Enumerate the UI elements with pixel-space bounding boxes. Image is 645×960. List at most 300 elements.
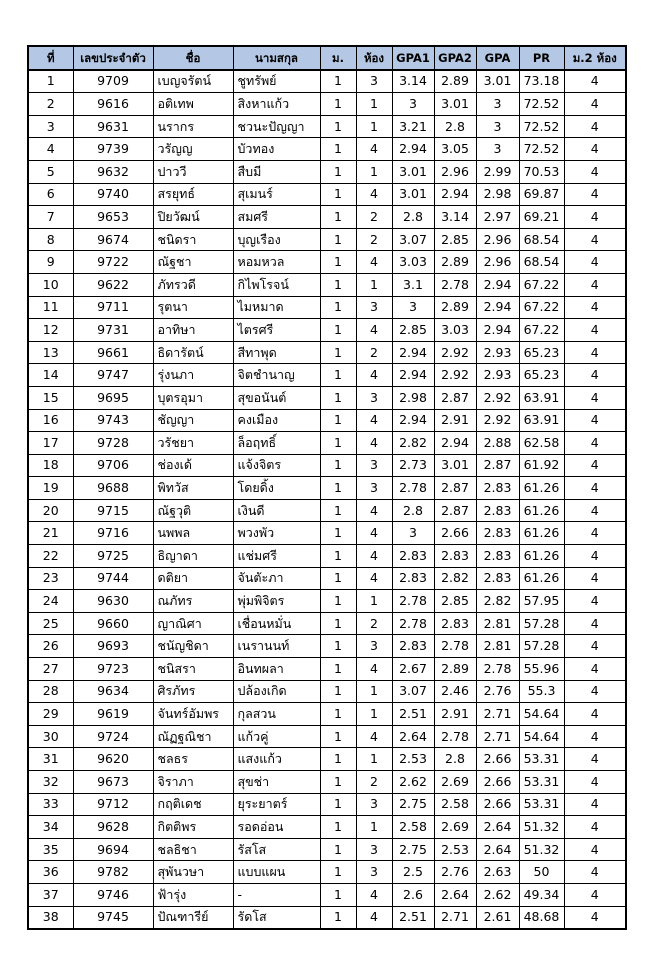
cell-gpa2: 2.78 bbox=[434, 635, 476, 658]
cell-room: 4 bbox=[356, 545, 392, 568]
cell-student-id: 9660 bbox=[73, 612, 153, 635]
cell-m2-room: 4 bbox=[564, 364, 626, 387]
cell-room: 3 bbox=[356, 477, 392, 500]
cell-no: 22 bbox=[28, 545, 73, 568]
cell-m2-room: 4 bbox=[564, 680, 626, 703]
cell-student-id: 9739 bbox=[73, 138, 153, 161]
cell-pr: 51.32 bbox=[519, 816, 564, 839]
cell-first-name: ชนิสรา bbox=[153, 658, 233, 681]
cell-last-name: ไมหมาด bbox=[233, 296, 320, 319]
cell-gpa: 2.63 bbox=[476, 861, 519, 884]
cell-gpa1: 2.98 bbox=[392, 386, 434, 409]
cell-pr: 67.22 bbox=[519, 273, 564, 296]
cell-pr: 57.28 bbox=[519, 612, 564, 635]
cell-no: 36 bbox=[28, 861, 73, 884]
cell-gpa2: 2.78 bbox=[434, 273, 476, 296]
cell-no: 6 bbox=[28, 183, 73, 206]
cell-pr: 61.26 bbox=[519, 499, 564, 522]
cell-gpa1: 3 bbox=[392, 93, 434, 116]
cell-grade: 1 bbox=[320, 364, 356, 387]
col-header-student-id: เลขประจำตัว bbox=[73, 46, 153, 70]
cell-first-name: ฟ้ารุ่ง bbox=[153, 883, 233, 906]
cell-student-id: 9620 bbox=[73, 748, 153, 771]
cell-last-name: สุขอนันต์ bbox=[233, 386, 320, 409]
cell-grade: 1 bbox=[320, 296, 356, 319]
cell-room: 1 bbox=[356, 160, 392, 183]
cell-gpa1: 2.51 bbox=[392, 703, 434, 726]
cell-grade: 1 bbox=[320, 771, 356, 794]
table-row bbox=[28, 748, 626, 771]
cell-student-id: 9628 bbox=[73, 816, 153, 839]
cell-pr: 48.68 bbox=[519, 906, 564, 929]
cell-m2-room: 4 bbox=[564, 273, 626, 296]
cell-grade: 1 bbox=[320, 793, 356, 816]
cell-no: 3 bbox=[28, 115, 73, 138]
cell-room: 4 bbox=[356, 409, 392, 432]
cell-gpa2: 2.89 bbox=[434, 251, 476, 274]
cell-gpa: 2.87 bbox=[476, 454, 519, 477]
cell-gpa1: 2.8 bbox=[392, 206, 434, 229]
cell-gpa2: 3.01 bbox=[434, 93, 476, 116]
cell-first-name: ธิญาดา bbox=[153, 545, 233, 568]
table-row bbox=[28, 590, 626, 613]
cell-no: 2 bbox=[28, 93, 73, 116]
table-row bbox=[28, 816, 626, 839]
cell-gpa2: 2.58 bbox=[434, 793, 476, 816]
cell-m2-room: 4 bbox=[564, 590, 626, 613]
cell-gpa1: 2.5 bbox=[392, 861, 434, 884]
cell-last-name: ชวนะปัญญา bbox=[233, 115, 320, 138]
cell-gpa: 2.99 bbox=[476, 160, 519, 183]
cell-student-id: 9723 bbox=[73, 658, 153, 681]
cell-pr: 57.28 bbox=[519, 635, 564, 658]
cell-no: 7 bbox=[28, 206, 73, 229]
cell-grade: 1 bbox=[320, 567, 356, 590]
cell-first-name: เบญจรัตน์ bbox=[153, 70, 233, 93]
cell-first-name: ศิรภัทร bbox=[153, 680, 233, 703]
cell-gpa: 2.83 bbox=[476, 477, 519, 500]
cell-gpa: 2.71 bbox=[476, 703, 519, 726]
table-row bbox=[28, 251, 626, 274]
cell-m2-room: 4 bbox=[564, 658, 626, 681]
cell-student-id: 9728 bbox=[73, 432, 153, 455]
cell-gpa1: 3.01 bbox=[392, 183, 434, 206]
cell-student-id: 9724 bbox=[73, 725, 153, 748]
cell-last-name: จิตชำนาญ bbox=[233, 364, 320, 387]
cell-student-id: 9674 bbox=[73, 228, 153, 251]
table-row bbox=[28, 454, 626, 477]
cell-no: 8 bbox=[28, 228, 73, 251]
cell-gpa1: 2.73 bbox=[392, 454, 434, 477]
cell-gpa: 2.76 bbox=[476, 680, 519, 703]
col-header-gpa2: GPA2 bbox=[434, 46, 476, 70]
cell-first-name: ปัณฑารีย์ bbox=[153, 906, 233, 929]
cell-first-name: สุพันวษา bbox=[153, 861, 233, 884]
cell-grade: 1 bbox=[320, 206, 356, 229]
cell-gpa2: 2.96 bbox=[434, 160, 476, 183]
cell-first-name: อาทิษา bbox=[153, 319, 233, 342]
cell-gpa2: 2.71 bbox=[434, 906, 476, 929]
table-row bbox=[28, 138, 626, 161]
table-row bbox=[28, 341, 626, 364]
cell-room: 1 bbox=[356, 93, 392, 116]
table-row bbox=[28, 703, 626, 726]
cell-no: 34 bbox=[28, 816, 73, 839]
cell-no: 25 bbox=[28, 612, 73, 635]
cell-no: 30 bbox=[28, 725, 73, 748]
table-row bbox=[28, 364, 626, 387]
col-header-no: ที่ bbox=[28, 46, 73, 70]
cell-no: 14 bbox=[28, 364, 73, 387]
cell-grade: 1 bbox=[320, 251, 356, 274]
cell-gpa1: 2.78 bbox=[392, 590, 434, 613]
cell-first-name: บุตรอุมา bbox=[153, 386, 233, 409]
cell-first-name: ชนัญชิดา bbox=[153, 635, 233, 658]
cell-last-name: ปล้องเกิด bbox=[233, 680, 320, 703]
cell-last-name: กิไพโรจน์ bbox=[233, 273, 320, 296]
cell-m2-room: 4 bbox=[564, 115, 626, 138]
cell-pr: 65.23 bbox=[519, 364, 564, 387]
cell-grade: 1 bbox=[320, 612, 356, 635]
cell-gpa1: 3.07 bbox=[392, 680, 434, 703]
cell-first-name: นพพล bbox=[153, 522, 233, 545]
cell-no: 23 bbox=[28, 567, 73, 590]
cell-m2-room: 4 bbox=[564, 409, 626, 432]
cell-room: 2 bbox=[356, 612, 392, 635]
cell-pr: 72.52 bbox=[519, 93, 564, 116]
cell-no: 15 bbox=[28, 386, 73, 409]
cell-gpa: 2.92 bbox=[476, 386, 519, 409]
cell-last-name: - bbox=[233, 883, 320, 906]
cell-pr: 72.52 bbox=[519, 115, 564, 138]
cell-room: 3 bbox=[356, 793, 392, 816]
cell-gpa: 2.81 bbox=[476, 635, 519, 658]
col-header-gpa: GPA bbox=[476, 46, 519, 70]
cell-last-name: สีทาพุด bbox=[233, 341, 320, 364]
cell-no: 10 bbox=[28, 273, 73, 296]
cell-room: 4 bbox=[356, 364, 392, 387]
cell-student-id: 9693 bbox=[73, 635, 153, 658]
table-row bbox=[28, 838, 626, 861]
cell-room: 3 bbox=[356, 296, 392, 319]
cell-pr: 65.23 bbox=[519, 341, 564, 364]
cell-room: 1 bbox=[356, 816, 392, 839]
cell-student-id: 9632 bbox=[73, 160, 153, 183]
cell-gpa1: 2.82 bbox=[392, 432, 434, 455]
table-row bbox=[28, 771, 626, 794]
cell-gpa: 2.96 bbox=[476, 228, 519, 251]
cell-last-name: ชูทรัพย์ bbox=[233, 70, 320, 93]
cell-m2-room: 4 bbox=[564, 319, 626, 342]
cell-grade: 1 bbox=[320, 70, 356, 93]
cell-no: 17 bbox=[28, 432, 73, 455]
cell-first-name: ปาววี bbox=[153, 160, 233, 183]
cell-grade: 1 bbox=[320, 883, 356, 906]
cell-grade: 1 bbox=[320, 477, 356, 500]
cell-pr: 53.31 bbox=[519, 771, 564, 794]
cell-grade: 1 bbox=[320, 138, 356, 161]
cell-gpa: 2.98 bbox=[476, 183, 519, 206]
cell-no: 12 bbox=[28, 319, 73, 342]
cell-pr: 61.26 bbox=[519, 567, 564, 590]
cell-first-name: รุ่งนภา bbox=[153, 364, 233, 387]
cell-grade: 1 bbox=[320, 499, 356, 522]
cell-room: 4 bbox=[356, 499, 392, 522]
cell-first-name: ชลธิชา bbox=[153, 838, 233, 861]
cell-gpa1: 2.67 bbox=[392, 658, 434, 681]
cell-m2-room: 4 bbox=[564, 454, 626, 477]
cell-gpa2: 2.78 bbox=[434, 725, 476, 748]
cell-pr: 61.92 bbox=[519, 454, 564, 477]
cell-room: 4 bbox=[356, 319, 392, 342]
cell-last-name: รอดอ่อน bbox=[233, 816, 320, 839]
table-header-row bbox=[28, 46, 626, 70]
cell-first-name: อติเทพ bbox=[153, 93, 233, 116]
cell-first-name: ปิยวัฒน์ bbox=[153, 206, 233, 229]
cell-gpa1: 2.83 bbox=[392, 635, 434, 658]
cell-m2-room: 4 bbox=[564, 906, 626, 929]
cell-grade: 1 bbox=[320, 590, 356, 613]
cell-last-name: สิงหาแก้ว bbox=[233, 93, 320, 116]
cell-first-name: ภัทรวดี bbox=[153, 273, 233, 296]
cell-student-id: 9616 bbox=[73, 93, 153, 116]
cell-gpa2: 2.46 bbox=[434, 680, 476, 703]
table-row bbox=[28, 319, 626, 342]
cell-room: 4 bbox=[356, 658, 392, 681]
cell-m2-room: 4 bbox=[564, 432, 626, 455]
cell-no: 5 bbox=[28, 160, 73, 183]
cell-grade: 1 bbox=[320, 160, 356, 183]
cell-gpa1: 2.94 bbox=[392, 341, 434, 364]
cell-room: 1 bbox=[356, 590, 392, 613]
cell-m2-room: 4 bbox=[564, 748, 626, 771]
cell-last-name: รัดโส bbox=[233, 906, 320, 929]
cell-student-id: 9634 bbox=[73, 680, 153, 703]
table-row bbox=[28, 883, 626, 906]
cell-gpa1: 2.64 bbox=[392, 725, 434, 748]
table-row bbox=[28, 545, 626, 568]
cell-gpa1: 2.83 bbox=[392, 545, 434, 568]
cell-room: 3 bbox=[356, 838, 392, 861]
cell-room: 2 bbox=[356, 771, 392, 794]
cell-gpa2: 2.89 bbox=[434, 70, 476, 93]
table-row bbox=[28, 499, 626, 522]
table-row bbox=[28, 93, 626, 116]
cell-m2-room: 4 bbox=[564, 883, 626, 906]
table-row bbox=[28, 296, 626, 319]
table-row bbox=[28, 793, 626, 816]
cell-gpa2: 2.94 bbox=[434, 183, 476, 206]
cell-first-name: ณัฏฐณิชา bbox=[153, 725, 233, 748]
cell-no: 31 bbox=[28, 748, 73, 771]
cell-m2-room: 4 bbox=[564, 522, 626, 545]
cell-last-name: หอมหวล bbox=[233, 251, 320, 274]
cell-room: 3 bbox=[356, 386, 392, 409]
cell-student-id: 9630 bbox=[73, 590, 153, 613]
cell-gpa: 2.66 bbox=[476, 793, 519, 816]
cell-last-name: สมศรี bbox=[233, 206, 320, 229]
cell-last-name: พวงพัว bbox=[233, 522, 320, 545]
cell-pr: 68.54 bbox=[519, 251, 564, 274]
cell-m2-room: 4 bbox=[564, 183, 626, 206]
cell-room: 1 bbox=[356, 703, 392, 726]
ranking-sheet bbox=[27, 45, 625, 930]
table-row bbox=[28, 273, 626, 296]
table-row bbox=[28, 432, 626, 455]
cell-gpa1: 2.94 bbox=[392, 138, 434, 161]
cell-gpa1: 3.01 bbox=[392, 160, 434, 183]
cell-pr: 67.22 bbox=[519, 296, 564, 319]
cell-room: 2 bbox=[356, 206, 392, 229]
cell-no: 32 bbox=[28, 771, 73, 794]
cell-first-name: ณภัทร bbox=[153, 590, 233, 613]
cell-gpa2: 2.8 bbox=[434, 748, 476, 771]
cell-first-name: นรากร bbox=[153, 115, 233, 138]
cell-gpa1: 2.83 bbox=[392, 567, 434, 590]
cell-no: 19 bbox=[28, 477, 73, 500]
cell-student-id: 9673 bbox=[73, 771, 153, 794]
cell-pr: 69.21 bbox=[519, 206, 564, 229]
cell-gpa1: 2.78 bbox=[392, 612, 434, 635]
cell-grade: 1 bbox=[320, 522, 356, 545]
cell-no: 11 bbox=[28, 296, 73, 319]
cell-grade: 1 bbox=[320, 273, 356, 296]
cell-gpa: 3 bbox=[476, 138, 519, 161]
cell-no: 35 bbox=[28, 838, 73, 861]
table-row bbox=[28, 228, 626, 251]
cell-gpa1: 3.07 bbox=[392, 228, 434, 251]
cell-gpa1: 2.85 bbox=[392, 319, 434, 342]
cell-no: 13 bbox=[28, 341, 73, 364]
cell-student-id: 9743 bbox=[73, 409, 153, 432]
cell-last-name: อินทผลา bbox=[233, 658, 320, 681]
cell-first-name: กิตติพร bbox=[153, 816, 233, 839]
cell-gpa: 2.93 bbox=[476, 364, 519, 387]
cell-pr: 62.58 bbox=[519, 432, 564, 455]
cell-last-name: กุลสวน bbox=[233, 703, 320, 726]
cell-student-id: 9631 bbox=[73, 115, 153, 138]
cell-gpa2: 2.83 bbox=[434, 545, 476, 568]
cell-student-id: 9711 bbox=[73, 296, 153, 319]
cell-no: 1 bbox=[28, 70, 73, 93]
cell-gpa: 3.01 bbox=[476, 70, 519, 93]
cell-gpa: 2.94 bbox=[476, 273, 519, 296]
cell-first-name: พิทวัส bbox=[153, 477, 233, 500]
cell-student-id: 9744 bbox=[73, 567, 153, 590]
cell-last-name: คงเมือง bbox=[233, 409, 320, 432]
cell-pr: 63.91 bbox=[519, 386, 564, 409]
cell-last-name: ยุระยาตร์ bbox=[233, 793, 320, 816]
cell-no: 20 bbox=[28, 499, 73, 522]
cell-m2-room: 4 bbox=[564, 725, 626, 748]
cell-grade: 1 bbox=[320, 454, 356, 477]
cell-m2-room: 4 bbox=[564, 70, 626, 93]
cell-gpa2: 2.91 bbox=[434, 703, 476, 726]
cell-grade: 1 bbox=[320, 635, 356, 658]
cell-m2-room: 4 bbox=[564, 138, 626, 161]
col-header-last-name: นามสกุล bbox=[233, 46, 320, 70]
cell-gpa2: 2.8 bbox=[434, 115, 476, 138]
cell-pr: 54.64 bbox=[519, 703, 564, 726]
cell-student-id: 9712 bbox=[73, 793, 153, 816]
cell-gpa2: 2.69 bbox=[434, 816, 476, 839]
cell-gpa2: 2.91 bbox=[434, 409, 476, 432]
cell-gpa1: 3.1 bbox=[392, 273, 434, 296]
cell-room: 4 bbox=[356, 138, 392, 161]
cell-gpa: 2.92 bbox=[476, 409, 519, 432]
cell-room: 3 bbox=[356, 454, 392, 477]
table-row bbox=[28, 409, 626, 432]
cell-first-name: วรัชยา bbox=[153, 432, 233, 455]
cell-gpa2: 2.53 bbox=[434, 838, 476, 861]
cell-room: 3 bbox=[356, 861, 392, 884]
cell-last-name: บุญเรือง bbox=[233, 228, 320, 251]
cell-grade: 1 bbox=[320, 680, 356, 703]
cell-last-name: สุเมนร์ bbox=[233, 183, 320, 206]
cell-grade: 1 bbox=[320, 93, 356, 116]
cell-m2-room: 4 bbox=[564, 567, 626, 590]
cell-gpa: 2.64 bbox=[476, 838, 519, 861]
cell-last-name: รัสโส bbox=[233, 838, 320, 861]
cell-m2-room: 4 bbox=[564, 386, 626, 409]
cell-student-id: 9622 bbox=[73, 273, 153, 296]
cell-gpa2: 2.87 bbox=[434, 477, 476, 500]
cell-m2-room: 4 bbox=[564, 477, 626, 500]
cell-gpa: 2.62 bbox=[476, 883, 519, 906]
col-header-grade: ม. bbox=[320, 46, 356, 70]
col-header-m2-room: ม.2 ห้อง bbox=[564, 46, 626, 70]
cell-room: 4 bbox=[356, 183, 392, 206]
cell-no: 37 bbox=[28, 883, 73, 906]
cell-first-name: สรยุทธ์ bbox=[153, 183, 233, 206]
cell-last-name: แสงแก้ว bbox=[233, 748, 320, 771]
cell-gpa: 2.97 bbox=[476, 206, 519, 229]
cell-gpa2: 2.87 bbox=[434, 499, 476, 522]
cell-grade: 1 bbox=[320, 183, 356, 206]
cell-no: 33 bbox=[28, 793, 73, 816]
cell-gpa: 2.88 bbox=[476, 432, 519, 455]
cell-room: 4 bbox=[356, 432, 392, 455]
cell-grade: 1 bbox=[320, 409, 356, 432]
cell-pr: 53.31 bbox=[519, 793, 564, 816]
table-row bbox=[28, 906, 626, 929]
cell-first-name: ญาณิศา bbox=[153, 612, 233, 635]
cell-pr: 67.22 bbox=[519, 319, 564, 342]
cell-student-id: 9740 bbox=[73, 183, 153, 206]
cell-no: 4 bbox=[28, 138, 73, 161]
cell-room: 4 bbox=[356, 883, 392, 906]
cell-room: 1 bbox=[356, 748, 392, 771]
cell-gpa: 2.83 bbox=[476, 545, 519, 568]
cell-gpa2: 2.94 bbox=[434, 432, 476, 455]
cell-student-id: 9782 bbox=[73, 861, 153, 884]
cell-gpa: 2.94 bbox=[476, 319, 519, 342]
cell-last-name: พุ่มพิจิตร bbox=[233, 590, 320, 613]
cell-gpa1: 2.75 bbox=[392, 793, 434, 816]
table-row bbox=[28, 522, 626, 545]
cell-pr: 50 bbox=[519, 861, 564, 884]
cell-gpa1: 3 bbox=[392, 296, 434, 319]
cell-grade: 1 bbox=[320, 341, 356, 364]
cell-student-id: 9688 bbox=[73, 477, 153, 500]
cell-gpa: 2.71 bbox=[476, 725, 519, 748]
table-row bbox=[28, 612, 626, 635]
cell-gpa1: 2.8 bbox=[392, 499, 434, 522]
cell-gpa1: 2.75 bbox=[392, 838, 434, 861]
cell-no: 16 bbox=[28, 409, 73, 432]
cell-student-id: 9695 bbox=[73, 386, 153, 409]
cell-no: 38 bbox=[28, 906, 73, 929]
